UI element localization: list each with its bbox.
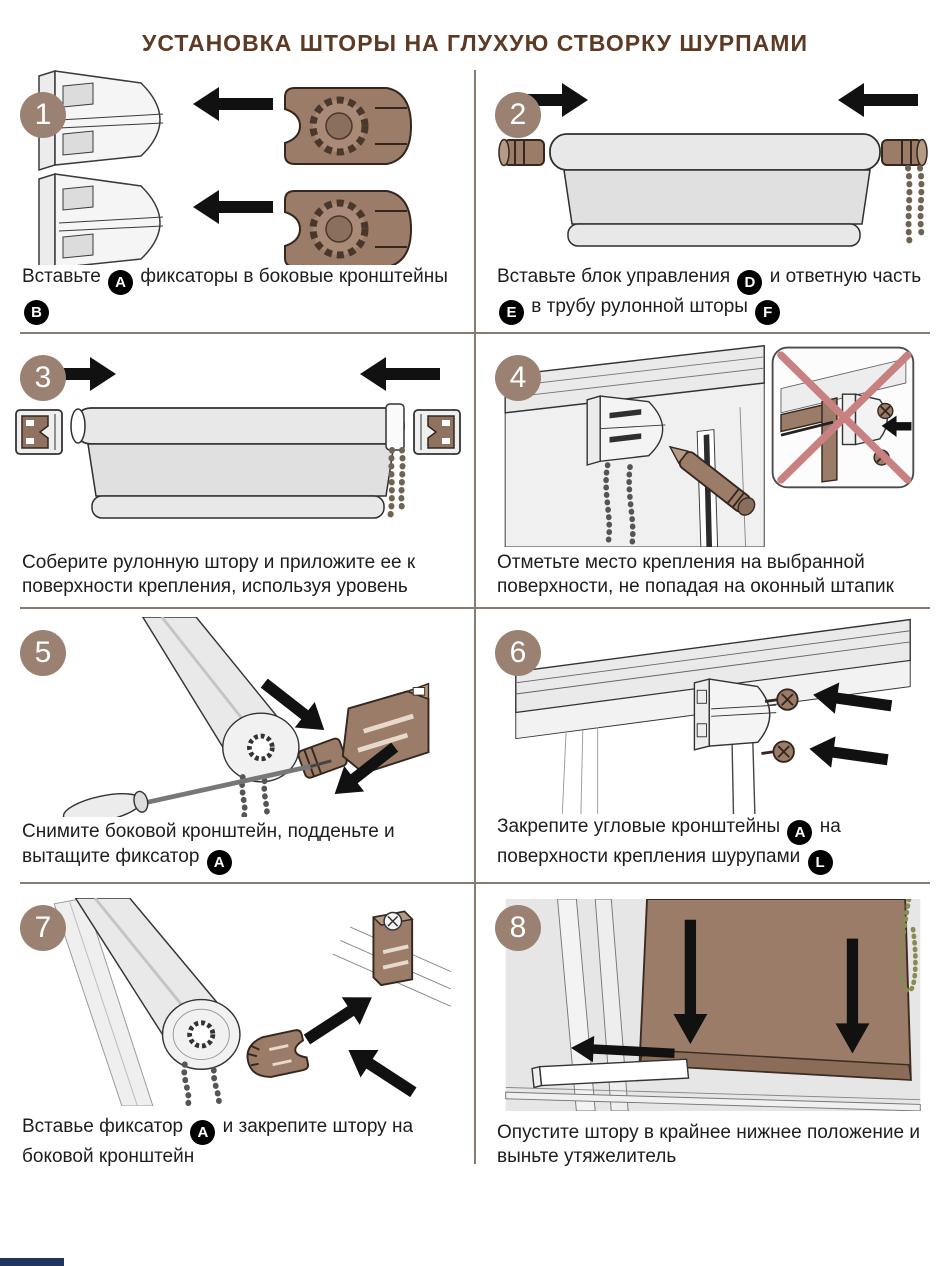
page-title: УСТАНОВКА ШТОРЫ НА ГЛУХУЮ СТВОРКУ ШУРПАМИ (142, 30, 808, 56)
step-number-badge: 8 (495, 905, 541, 951)
chain (908, 168, 922, 246)
letter-badge-L: L (808, 850, 833, 875)
arrow-up-right-icon (297, 984, 380, 1054)
screwdriver (61, 761, 331, 817)
letter-badge-A: A (787, 820, 812, 845)
step-4-panel (475, 333, 950, 608)
step-number-badge: 2 (495, 92, 541, 138)
blind-fabric (88, 444, 394, 496)
step-6-panel (475, 608, 950, 883)
roller-tube (142, 617, 298, 782)
step-number-badge: 7 (20, 905, 66, 951)
arrow-up-left-icon (339, 1036, 422, 1106)
roller-tube (550, 134, 880, 170)
step-3-caption: Соберите рулонную штору и приложите ее к поверхности крепления, используя уровень (22, 551, 416, 598)
fixator-clip (297, 737, 348, 779)
step-number-badge: 1 (20, 92, 66, 138)
step-7-caption: Вставье фиксатор A и закрепите штору на боковой кронштейн (22, 1116, 414, 1168)
step-2-illustration (475, 70, 950, 265)
roller-tube (74, 408, 404, 444)
control-head (386, 404, 404, 450)
weight-bar (568, 224, 860, 246)
steps-grid (0, 70, 950, 1266)
step-6-caption: Закрепите угловые кронштейны A на поверхности крепления шурупами L (475, 815, 950, 884)
screw-icon (761, 742, 794, 762)
bottom-navy-strip (0, 1258, 64, 1266)
end-plug (882, 139, 927, 165)
letter-badge-D: D (737, 270, 762, 295)
step-3-illustration (0, 333, 475, 551)
chain (390, 450, 403, 518)
step-number-badge: 3 (20, 355, 66, 401)
letter-badge-A: A (207, 850, 232, 875)
arrow-left-icon (838, 83, 918, 117)
arrow-left-icon (807, 733, 890, 775)
letter-badge-E: E (499, 300, 524, 325)
step-8-panel (475, 883, 950, 1266)
step-number-badge: 6 (495, 630, 541, 676)
letter-badge-A: A (108, 270, 133, 295)
step-8-caption: Опустите штору в крайнее нижнее положение и выньте утяжелитель (497, 1121, 920, 1168)
blind-fabric (564, 170, 870, 224)
fixator-clip (285, 88, 411, 164)
fixator-clip (243, 1029, 308, 1081)
side-bracket-left (16, 410, 62, 454)
letter-badge-A: A (190, 1120, 215, 1145)
step-2-caption: Вставьте блок управления D и ответную часть E в трубу рулонной шторы F (475, 265, 950, 334)
chain (184, 1064, 219, 1106)
step-4-illustration (475, 333, 950, 551)
side-bracket-right (414, 410, 460, 454)
step-number-badge: 5 (20, 630, 66, 676)
arrow-left-icon (360, 357, 440, 391)
step-1-illustration (0, 70, 475, 265)
wrong-placement-inset (773, 348, 914, 488)
step-6-illustration (475, 608, 950, 815)
letter-badge-B: B (24, 300, 49, 325)
step-1-panel (0, 70, 475, 333)
letter-badge-F: F (755, 300, 780, 325)
step-5-panel (0, 608, 475, 883)
step-number-badge: 4 (495, 355, 541, 401)
control-unit-plug (499, 139, 544, 165)
step-3-panel (0, 333, 475, 608)
bracket-and-fixator-pair (39, 71, 411, 170)
step-1-caption: Вставьте A фиксаторы в боковые кронштейны B (0, 265, 475, 334)
side-bracket (373, 912, 412, 986)
arrow-left-icon (193, 87, 273, 121)
step-5-caption: Снимите боковой кронштейн, подденьте и вытащите фиксатор A (0, 820, 475, 883)
step-8-illustration (475, 883, 950, 1121)
step-5-illustration (0, 608, 475, 820)
step-7-panel (0, 883, 475, 1266)
weight-bar (92, 496, 384, 518)
step-2-panel (475, 70, 950, 333)
step-7-illustration (0, 883, 475, 1115)
step-4-caption: Отметьте место крепления на выбранной поверхности, не попадая на оконный штапик (497, 551, 894, 598)
